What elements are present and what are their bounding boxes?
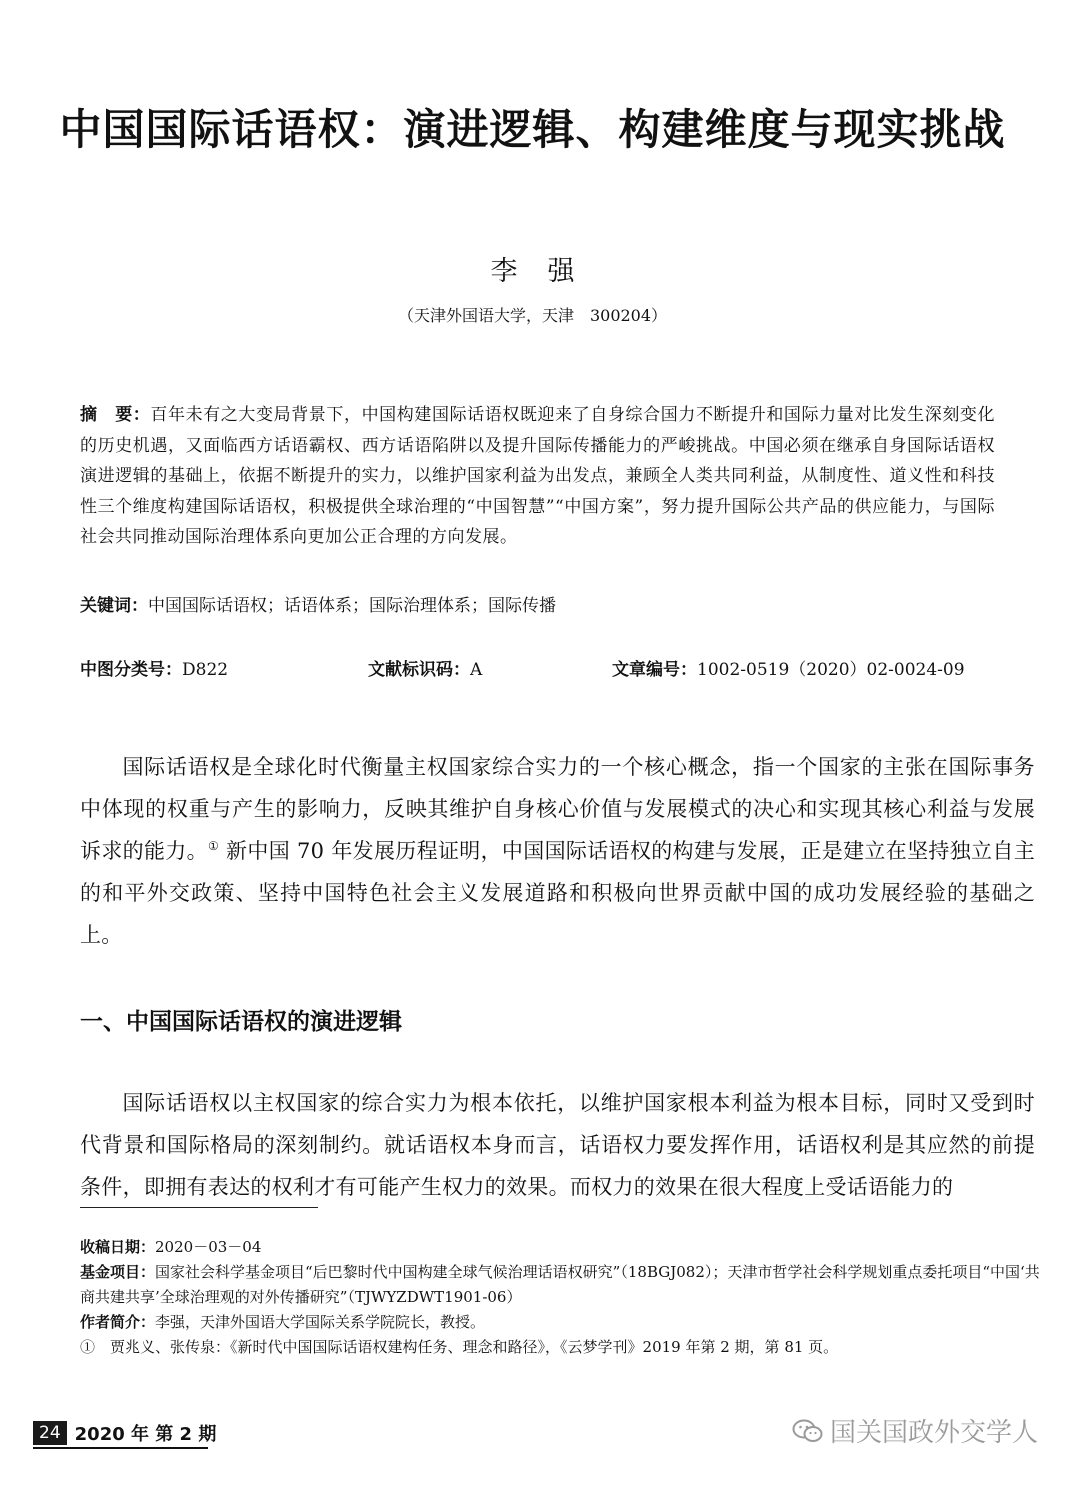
- document-code: [368, 656, 482, 684]
- document-code-value: A: [470, 660, 483, 680]
- clc-number: [80, 656, 228, 684]
- footnote-mark: ①: [80, 1338, 96, 1356]
- wechat-icon: [792, 1418, 824, 1444]
- keywords: [80, 592, 995, 620]
- clc-value: D822: [182, 660, 229, 680]
- footnote-text: 贾兆义、张传泉：《新时代中国国际话语权建构任务、理念和路径》，《云梦学刊》2019 年第 2 期，第 81 页。: [110, 1338, 839, 1356]
- article-author: 李强: [490, 256, 605, 287]
- received-label: 收稿日期：: [80, 1238, 156, 1256]
- document-code-label: 文献标识码：: [368, 660, 470, 680]
- footnote-divider: [80, 1207, 318, 1208]
- footnote-1: [80, 1335, 1040, 1360]
- intro-text-part2: 新中国 70 年发展历程证明，中国国际话语权的构建与发展，正是建立在坚持独立自主的和平外交政策、坚持中国特色社会主义发展道路和积极向世界贡献中国的成功发展经验的基础之上。: [80, 839, 1036, 947]
- keywords-label: 关键词：: [80, 596, 148, 616]
- fund-project: [80, 1260, 1040, 1310]
- author-bio: [80, 1310, 1040, 1335]
- clc-label: 中图分类号：: [80, 660, 182, 680]
- abstract: [80, 400, 995, 553]
- issue-label: 2020 年 第 2 期: [74, 1424, 217, 1445]
- page-footer: [33, 1420, 216, 1446]
- footer-rule: [33, 1447, 208, 1449]
- section1-paragraph: [80, 1082, 1035, 1208]
- abstract-text: 百年未有之大变局背景下，中国构建国际话语权既迎来了自身综合国力不断提升和国际力量对比发生深刻变化的历史机遇，又面临西方话语霸权、西方话语陷阱以及提升国际传播能力的严峻挑战。中国必须在继承自身国际话语权演进逻辑的基础上，依据不断提升的实力，以维护国家利益为出发点，兼顾全人类共同利益，从制度性、道义性和科技性三个维度构建国际话语权，积极提供全球治理的“中国智慧”“中国方案”，努力提升国际公共产品的供应能力，与国际社会共同推动国际治理体系向更加公正合理的方向发展。: [80, 405, 996, 547]
- watermark-text: 国关国政外交学人: [830, 1418, 1039, 1448]
- section-heading-1: 一、中国国际话语权的演进逻辑: [80, 1009, 402, 1035]
- article-number-value: 1002-0519（2020）02-0024-09: [697, 660, 965, 680]
- watermark: [792, 1412, 1038, 1449]
- fund-label: 基金项目：: [80, 1263, 156, 1281]
- section1-paragraph-text: 国际话语权以主权国家的综合实力为根本依托，以维护国家根本利益为根本目标，同时又受到时代背景和国际格局的深刻制约。就话语权本身而言，话语权力要发挥作用，话语权利是其应然的前提条件，即拥有表达的权利才有可能产生权力的效果。而权力的效果在很大程度上受话语能力的: [80, 1091, 1035, 1199]
- footnote-reference[interactable]: ①: [207, 839, 220, 853]
- article-title: 中国国际话语权：演进逻辑、构建维度与现实挑战: [59, 105, 1006, 154]
- abstract-label: 摘 要：: [80, 405, 151, 425]
- author-bio-value: 李强，天津外国语大学国际关系学院院长，教授。: [155, 1313, 486, 1331]
- page-number: 24: [33, 1421, 67, 1445]
- received-value: 2020－03－04: [155, 1238, 262, 1256]
- author-affiliation: （天津外国语大学，天津 300204）: [397, 306, 668, 325]
- article-number: [612, 656, 965, 684]
- article-number-label: 文章编号：: [612, 660, 697, 680]
- author-bio-label: 作者简介：: [80, 1313, 156, 1331]
- fund-value: 国家社会科学基金项目“后巴黎时代中国构建全球气候治理话语权研究”（18BGJ082）；天津市哲学社会科学规划重点委托项目“中国‘共商共建共享’全球治理观的对外传播研究”（TJWYZDWT1901-06）: [80, 1263, 1040, 1306]
- intro-text-part1: 国际话语权是全球化时代衡量主权国家综合实力的一个核心概念，指一个国家的主张在国际事务中体现的权重与产生的影响力，反映其维护自身核心价值与发展模式的决心和实现其核心利益与发展诉求的能力。: [80, 755, 1035, 863]
- article-notes: [80, 1235, 1040, 1360]
- received-date: [80, 1235, 1040, 1260]
- intro-paragraph: [80, 746, 1035, 956]
- keywords-text: 中国国际话语权；话语体系；国际治理体系；国际传播: [148, 596, 556, 616]
